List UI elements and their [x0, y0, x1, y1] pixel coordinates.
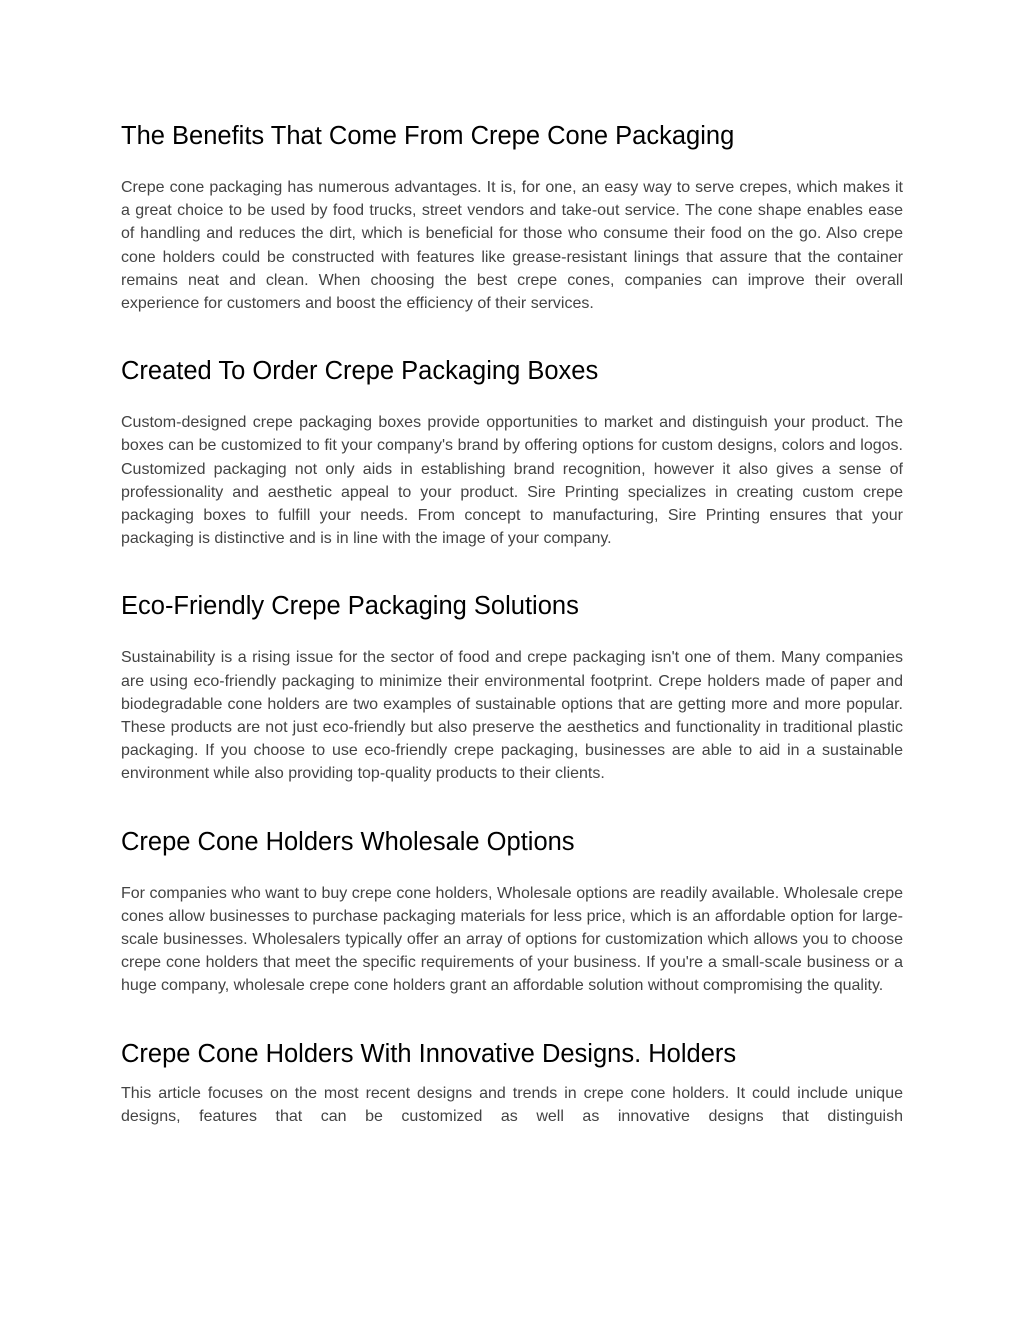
section-heading: The Benefits That Come From Crepe Cone Packaging [121, 122, 735, 150]
section-innovative-designs [121, 1036, 903, 1128]
section-paragraph: Crepe cone packaging has numerous advantages. It is, for one, an easy way to serve crepes, which makes it a great choice to be used by food trucks, street vendors and take-out service. The cone shape enables ease of handling and reduces the dirt, which is beneficial for those who consume their food on the go. Also crepe cone holders could be constructed with features like grease-resistant linings that assure that the container remains neat and clean. When choosing the best crepe cones, companies can improve their overall experience for customers and boost the efficiency of their services. [121, 179, 903, 313]
section-heading: Crepe Cone Holders Wholesale Options [121, 827, 575, 856]
section-heading: Crepe Cone Holders With Innovative Designs. Holders [121, 1039, 737, 1068]
section-eco-friendly [121, 588, 903, 785]
document-page [121, 118, 903, 1128]
section-paragraph: For companies who want to buy crepe cone holders, Wholesale options are readily available. Wholesale crepe cones allow businesses to purchase packaging materials for less price, which is an affordable option for large-scale businesses. Wholesalers typically offer an array of options for customization which allows you to choose crepe cone holders that meet the specific requirements of your business. If you're a small-scale business or a huge company, wholesale crepe cone holders grant an affordable solution without compromising the quality. [121, 884, 903, 995]
section-custom-boxes [121, 353, 903, 550]
section-paragraph: Sustainability is a rising issue for the sector of food and crepe packaging isn't one of them. Many companies are using eco-friendly packaging to minimize their environmental footprint. Crepe holders made of paper and biodegradable cone holders are two examples of sustainable options that are getting more and more popular. These products are not just eco-friendly but also preserve the aesthetics and functionality in traditional plastic packaging. If you choose to use eco-friendly crepe packaging, businesses are able to aid in a sustainable environment while also providing top-quality products to their clients. [121, 649, 903, 783]
section-heading: Created To Order Crepe Packaging Boxes [121, 357, 599, 386]
section-paragraph: Custom-designed crepe packaging boxes provide opportunities to market and distinguish your product. The boxes can be customized to fit your company's brand by offering options for custom designs, colors and logos. Customized packaging not only aids in establishing brand recognition, however it also gives a sense of professionality and aesthetic appeal to your product. Sire Printing specializes in creating custom crepe packaging boxes to fulfill your needs. From concept to manufacturing, Sire Printing ensures that your packaging is distinctive and is in line with the image of your company. [121, 414, 903, 548]
section-heading: Eco-Friendly Crepe Packaging Solutions [121, 592, 579, 621]
section-benefits [121, 118, 903, 315]
section-wholesale [121, 824, 903, 998]
section-paragraph: This article focuses on the most recent designs and trends in crepe cone holders. It could include unique designs, features that can be customized as well as innovative designs that distinguish [121, 1084, 903, 1125]
